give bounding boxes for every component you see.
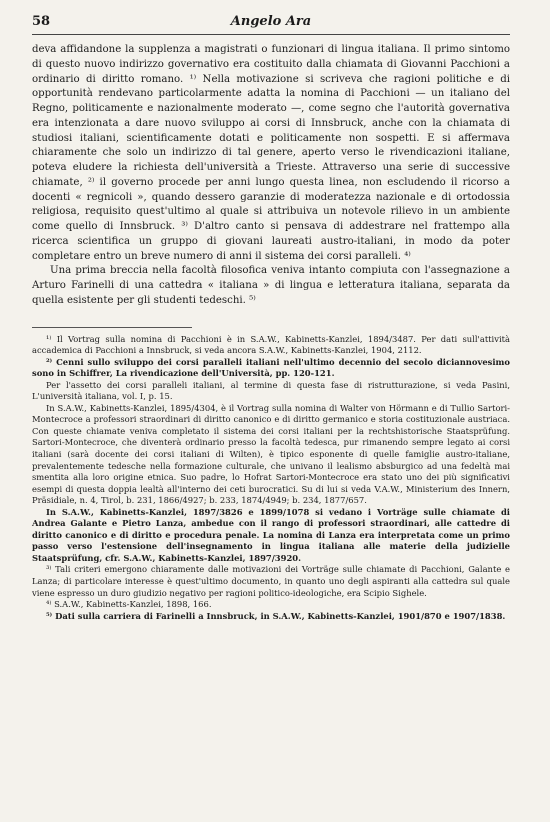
page-header bbox=[32, 12, 510, 35]
main-text bbox=[32, 43, 510, 309]
paragraph: Una prima breccia nella facoltà filosofica veniva intanto compiuta con l'assegnazione a Arturo Farinelli di una cattedra « italiana » di lingua e letteratura italiana, separata da quella esistente per gli studenti tedeschi. ⁵⁾ bbox=[32, 265, 510, 306]
footnote: In S.A.W., Kabinetts-Kanzlei, 1897/3826 e 1899/1078 si vedano i Vorträge sulle chiamate di Andrea Galante e Pietro Lanza, ambedue con il rango di professori straordinari, alle cattedre di diritto canonico e di diritto e procedura penale. La nomina di Lanza era interpretata come un primo passo verso l'estensione dell'insegnamento in lingua italiana alle materie della judizielle Staatsprüfung, cfr. S.A.W., Kabinetts-Kanzlei, 1897/3920. bbox=[32, 506, 510, 563]
footnote: ⁴⁾ S.A.W., Kabinetts-Kanzlei, 1898, 166. bbox=[46, 599, 212, 610]
running-title: Angelo Ara bbox=[230, 14, 312, 29]
footnote: Per l'assetto dei corsi paralleli italiani, al termine di questa fase di ristrutturazione, si veda Pasini, L'università italiana, vol. I, p. 15. bbox=[32, 379, 510, 402]
footnote: In S.A.W., Kabinetts-Kanzlei, 1895/4304, è il Vortrag sulla nomina di Walter von Hörmann e di Tullio Sartori-Montecroce a professori straordinari di diritto canonico e di diritto germanico e storia costituzionale austriaca. Con queste chiamate veniva completato il sistema dei corsi italiani per la rechtshistorische Staatsprüfung. Sartori-Montecroce, che diventerà ordinario presso la facoltà tedesca, pur rimanendo sempre legato ai corsi italiani (sarà docente dei corsi italiani di Wilten), è tipico esponente di quelle famiglie austro-italiane, prevalentemente tedesche nella formazione culturale, che univano il lealismo absburgico ad una fedeltà mai smentita alla loro origine etnica. Suo padre, lo Hofrat Sartori-Montecroce era stato uno dei più significativi esempi di questa doppia lealtà all'interno dei ceti burocratici. Su di lui si veda V.A.W., Ministerium des Innern, Präsidiale, n. 4, Tirol, b. 231, 1866/4927; b. 233, 1874/4949; b. 234, 1877/657. bbox=[32, 402, 510, 506]
footnote: ⁵⁾ Dati sulla carriera di Farinelli a Innsbruck, in S.A.W., Kabinetts-Kanzlei, 1901/870 e 1907/1838. bbox=[46, 610, 506, 621]
footnotes bbox=[32, 334, 510, 623]
footnote: ³⁾ Tali criteri emergono chiaramente dalle motivazioni dei Vorträge sulle chiamate di Pacchioni, Galante e Lanza; di particolare interesse è quest'ultimo documento, in quanto uno degli aspiranti alla cattedra sul quale viene espresso un duro giudizio negativo per ragioni politico-ideologiche, era Scipio Sighele. bbox=[32, 564, 510, 598]
paragraph: deva affidandone la supplenza a magistrati o funzionari di lingua italiana. Il primo sintomo di questo nuovo indirizzo governativo era costituito dalla chiamata di Giovanni Pacchioni a ordinario di diritto romano. ¹⁾ Nella motivazione si scriveva che ragioni politiche e di opportunità rendevano particolarmente adatta la nomina di Pacchioni — un italiano del Regno, politicamente e nazionalmente moderato —, come segno che l'autorità governativa era intenzionata a dare nuovo sviluppo ai corsi di Innsbruck, anche con la chiamata di studiosi italiani, scientificamente dotati e politicamente non sospetti. E si affermava chiaramente che solo un indirizzo di tal genere, aperto verso le rivendicazioni italiane, poteva eludere la richiesta dell'università a Trieste. Attraverso una serie di successive chiamate, ²⁾ il governo procede per anni lungo questa linea, non escludendo il ricorso a docenti « regnicoli », quando dessero garanzie di moderatezza nazionale e di ortodossia religiosa, requisito quest'ultimo al quale si attribuiva un notevole rilievo in un ambiente come quello di Innsbruck. ³⁾ D'altro canto si pensava di addestrare nel frattempo alla ricerca scientifica un gruppo di giovani laureati austro-italiani, in modo da poter completare entro un breve numero di anni il sistema dei corsi paralleli. ⁴⁾ bbox=[32, 44, 510, 262]
footnote: ²⁾ Cenni sullo sviluppo dei corsi paralleli italiani nell'ultimo decennio del secolo diciannovesimo sono in Schiffrer, La rivendicazione dell'Università, pp. 120-121. bbox=[32, 356, 510, 379]
footnote: ¹⁾ Il Vortrag sulla nomina di Pacchioni è in S.A.W., Kabinetts-Kanzlei, 1894/3487. Per dati sull'attività accademica di Pacchioni a Innsbruck, si veda ancora S.A.W., Kabinetts-Kanzlei, 1904, 2112. bbox=[32, 333, 510, 356]
footnote-divider bbox=[32, 327, 192, 328]
page-number: 58 bbox=[32, 14, 51, 29]
